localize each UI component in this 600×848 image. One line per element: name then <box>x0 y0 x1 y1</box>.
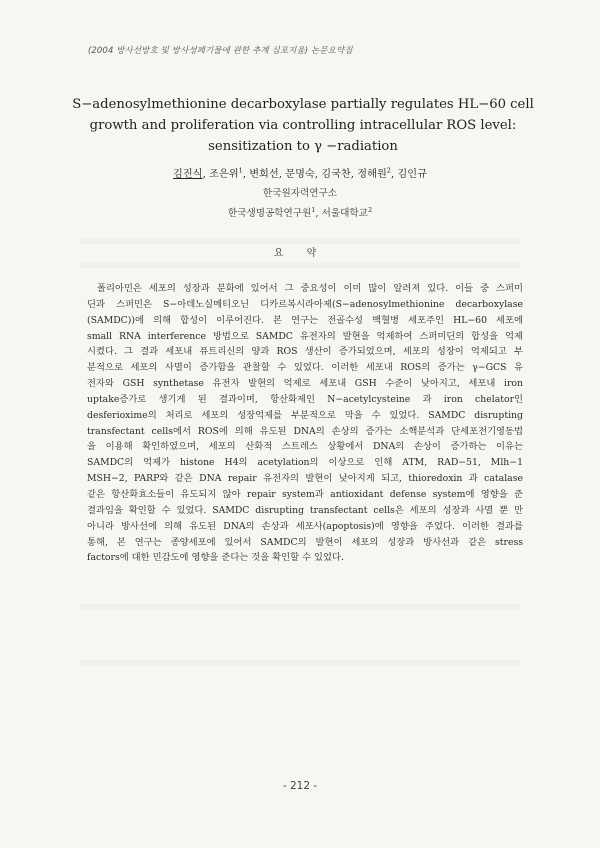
affiliation-separator: , <box>315 208 322 219</box>
abstract-line: 분적으로 세포의 사멸이 증가함을 관찰할 수 있었다. 이러한 세포내 ROS의 증가는 γ−GCS 유 <box>87 362 523 374</box>
author: 조은위 <box>209 169 239 180</box>
abstract-line: factors에 대한 민감도에 영향을 준다는 것을 확인할 수 있었다. <box>87 552 344 564</box>
title-line-1: S−adenosylmethionine decarboxylase partially regulates HL−60 cell <box>72 97 534 112</box>
bleed-through-shadow <box>80 604 520 610</box>
affiliation-main: 한국원자력연구소 <box>262 188 338 199</box>
abstract-line: MSH−2, PARP와 같은 DNA repair 유전자의 발현이 낮아지게 되고, thioredoxin 과 catalase <box>87 473 523 485</box>
abstract-heading: 요 약 <box>273 248 327 259</box>
abstract-line: 전자와 GSH synthetase 유전자 발현의 억제로 세포내 GSH 수준이 낮아지고, 세포내 iron <box>87 378 523 390</box>
page-number: - 212 - <box>282 780 318 792</box>
running-header: (2004 방사선방호 및 방사성폐기물에 관한 추계 심포지움) 논문요약집 <box>88 46 353 56</box>
bleed-through-shadow <box>80 660 520 666</box>
author: 김국찬 <box>321 169 351 180</box>
affil-mark: 1 <box>311 205 316 214</box>
affiliation-secondary <box>0 205 600 219</box>
author-first: 김진식 <box>173 169 203 180</box>
abstract-line: small RNA interference 방법으로 SAMDC 유전자의 발현을 억제하여 스퍼미딘의 합성을 억제 <box>87 330 523 342</box>
abstract-line: 딘과 스퍼민은 S−아데노실메티오닌 디카르복시라아제(S−adenosylmethionine decarboxylase <box>87 298 523 310</box>
author: 정해원 <box>357 169 387 180</box>
title-line-3: sensitization to γ −radiation <box>208 139 398 154</box>
bleed-through-shadow <box>80 262 520 268</box>
abstract-line: 아니라 방사선에 의해 유도된 DNA의 손상과 세포사(apoptosis)에 영향을 주었다. 이러한 결과를 <box>87 520 523 532</box>
title-line-2: growth and proliferation via controlling intracellular ROS level: <box>89 118 517 133</box>
affil-mark: 2 <box>386 166 391 175</box>
author: 문명숙 <box>285 169 315 180</box>
abstract-body <box>87 281 523 566</box>
abstract-line: uptake증가로 생기게 된 결과이며, 항산화제인 N−acetylcysteine 과 iron chelator인 <box>87 393 523 405</box>
affil-mark: 1 <box>238 166 243 175</box>
affiliation: 한국생명공학연구원 <box>227 208 312 219</box>
abstract-line: 통해, 본 연구는 종양세포에 있어서 SAMDC의 발현이 세포의 성장과 방사선과 같은 stress <box>87 536 523 548</box>
abstract-line: 같은 항산화효소들이 유도되지 않아 repair system과 antioxidant defense system에 영향을 준 <box>87 488 523 500</box>
abstract-line: SAMDC의 억제가 histone H4의 acetylation의 이상으로 인해 ATM, RAD−51, Mlh−1 <box>87 457 523 469</box>
affiliation: 서울대학교 <box>321 208 368 219</box>
paper-title <box>70 94 536 157</box>
abstract-line: 폴리아민은 세포의 성장과 분화에 있어서 그 중요성이 이미 많이 알려져 있다. 이들 중 스퍼미 <box>97 283 523 294</box>
author: 변희선 <box>249 169 279 180</box>
abstract-line: desferioxime의 처리로 세포의 성장억제를 부분적으로 막을 수 있었다. SAMDC disrupting <box>87 409 523 421</box>
affil-mark: 2 <box>367 205 373 214</box>
abstract-line: (SAMDC))에 의해 합성이 이루어진다. 본 연구는 전골수성 백혈병 세포주인 HL−60 세포에 <box>87 314 523 326</box>
abstract-line: transfectant cells에서 ROS에 의해 유도된 DNA의 손상의 증가는 소핵분석과 단세포전기영동법 <box>87 425 523 437</box>
abstract-line: 을 이용해 확인하였으며, 세포의 산화적 스트레스 상황에서 DNA의 손상이 증가하는 이유는 <box>87 441 523 453</box>
author: 김인규 <box>397 169 427 180</box>
author-list: 김진식, 조은위$^1$, 변희선, 문명숙, 김국찬, 정해원$^2$, 김인규 <box>173 166 427 180</box>
abstract-line: 결과임을 확인할 수 있었다. SAMDC disrupting transfectant cells은 세포의 성장과 사멸 뿐 만 <box>87 504 523 516</box>
abstract-line: 시켰다. 그 결과 세포내 퓨트리신의 양과 ROS 생산이 증가되었으며, 세포의 성장이 억제되고 부 <box>87 346 523 358</box>
